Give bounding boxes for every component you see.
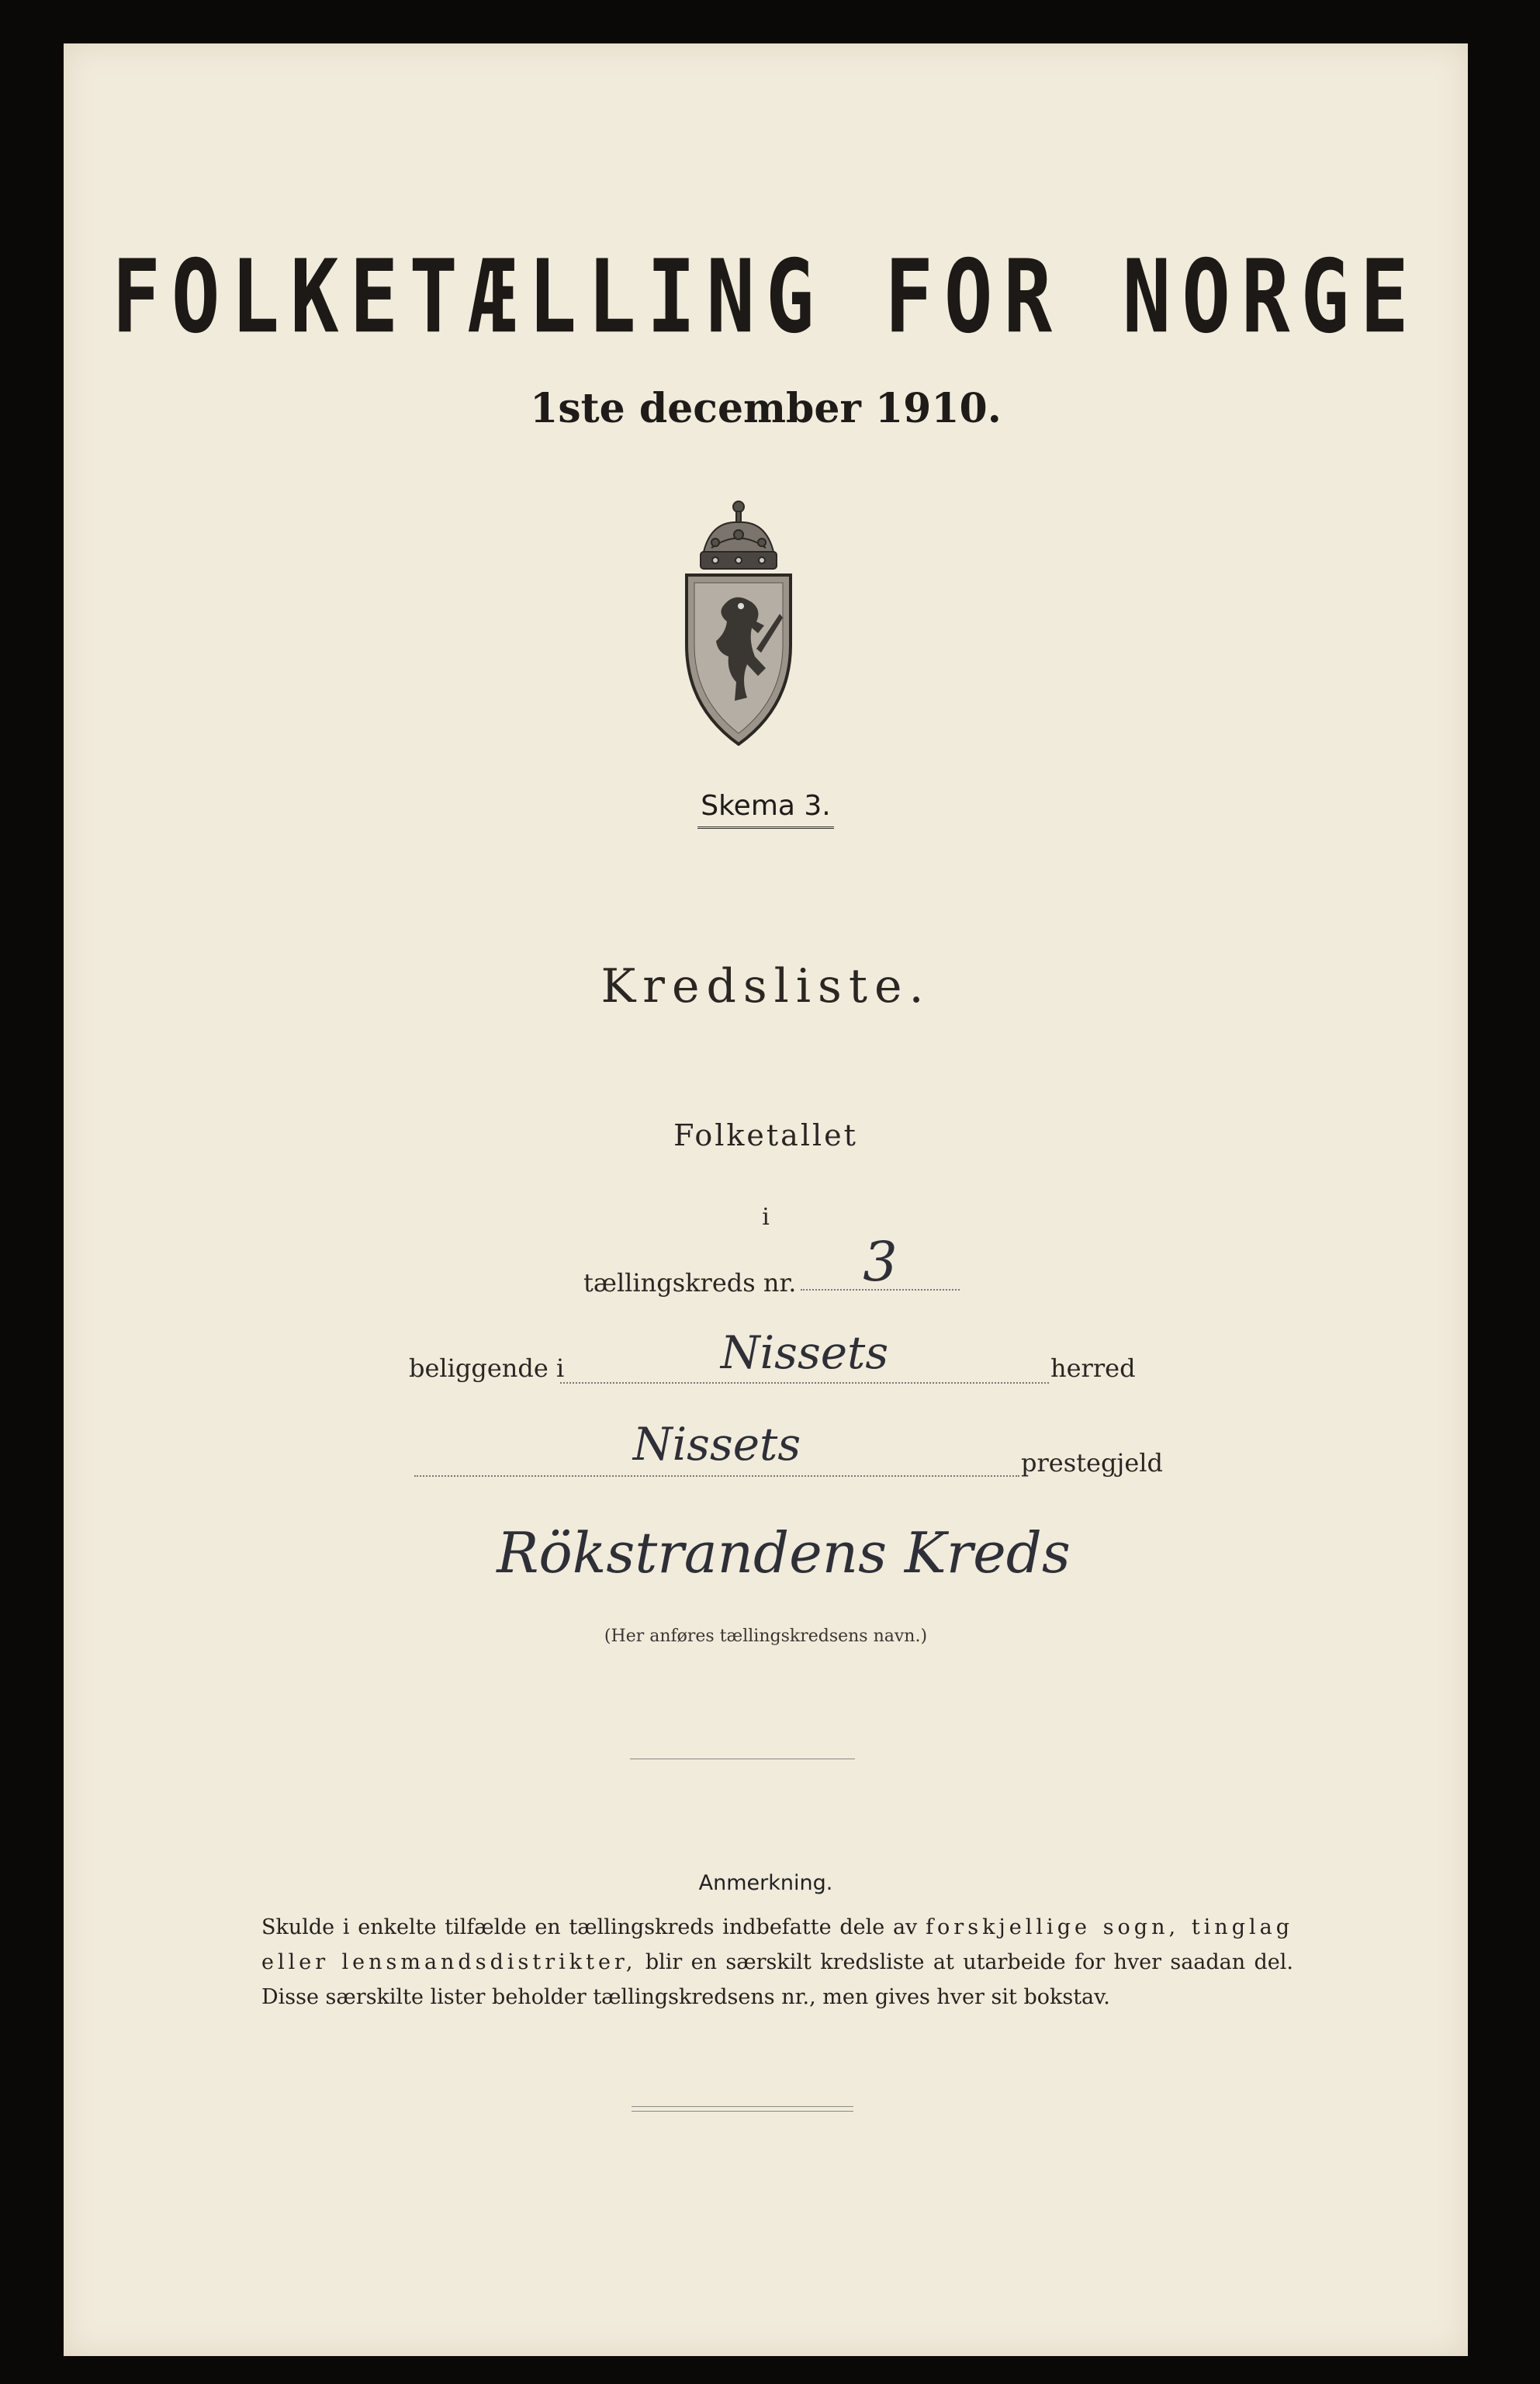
kreds-name-field[interactable]: Rökstrandens Kreds (497, 1520, 1071, 1585)
norwegian-coat-of-arms-icon (680, 497, 797, 746)
divider-double-bottom (632, 2111, 853, 2112)
folketallet-label: Folketallet (673, 1118, 858, 1152)
list-title: Kredsliste. (600, 959, 931, 1014)
herred-label: herred (1050, 1353, 1136, 1383)
anmerkning-title: Anmerkning. (698, 1871, 833, 1895)
kreds-number-label: tællingskreds nr. (583, 1268, 797, 1298)
kreds-number-field[interactable]: 3 (801, 1235, 960, 1291)
form-title: FOLKETÆLLING FOR NORGE (112, 237, 1420, 356)
prestegjeld-label: prestegjeld (1021, 1448, 1163, 1478)
census-form-page (64, 43, 1468, 2356)
census-date: 1ste december 1910. (530, 385, 1002, 432)
prestegjeld-field[interactable]: Nissets (414, 1413, 1019, 1477)
kreds-name-note: (Her anføres tællingskredsens navn.) (604, 1627, 928, 1646)
i-label: i (762, 1204, 770, 1231)
skema-number: Skema 3. (64, 790, 1468, 829)
divider-double-top (632, 2106, 853, 2107)
anmerkning-text: Skulde i enkelte tilfælde en tællingskreds indbefatte dele av forskjellige sogn, tinglag eller lensmandsdistrikter, blir en særskilt kredsliste at utarbeide for hver saadan del. Disse særskilte lister beholder tællingskredsens nr., men gives hver sit bokstav. (261, 1915, 1293, 2009)
beliggende-label: beliggende i (409, 1353, 565, 1383)
herred-field[interactable]: Nissets (560, 1324, 1049, 1384)
